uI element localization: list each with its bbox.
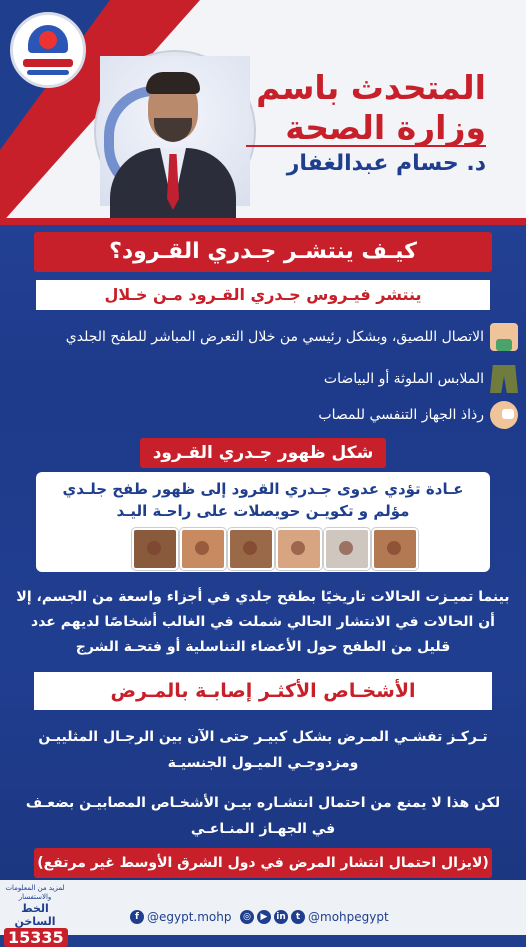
skin-contact-icon (490, 323, 518, 351)
header-red-stripe (0, 218, 526, 225)
section-title-spread: كيـف ينتشـر جـدري القـرود؟ (34, 232, 492, 272)
rash-image-4 (276, 528, 322, 570)
linkedin-icon: in (274, 910, 288, 924)
affected-paragraph: تـركـز تفشـي المـرض بشكل كبيـر حتى الآن بين الرجـال المثلييـن ومزدوجـي الميـول الجنسيـة (38, 729, 488, 771)
section-title-appearance: شكل ظهور جـدري القـرود (140, 438, 386, 468)
history-paragraph: بينما تميـزت الحالات تاريخيًا بطفح جلدي في أجزاء واسعة من الجسم، إلا أن الحالات في الانتشار الحالي شملت في الغالب أشخاصًا لديهم عدد قليل من الطفح حول الأعضاء التناسلية أو فتحـة الشرج (16, 589, 510, 655)
hotline-number[interactable]: 15335 (4, 928, 68, 947)
appearance-text: عـادة تؤدي عدوى جـدري القرود إلى ظهور طفح جلـدي مؤلم و تكويـن حويصلات على راحـة اليـد (62, 480, 464, 520)
section-title-most-affected: الأشخـاص الأكثـر إصابـة بالمـرض (34, 672, 492, 710)
hotline: لمزيد من المعلومات والاستفسار الخط الساخن 15335 (4, 884, 66, 932)
social-links[interactable]: ◎ ▶ in t @mohpegypt (240, 908, 389, 926)
immunity-paragraph: لكن هذا لا يمنع من احتمال انتشـاره بيـن الأشخـاص المصابيـن بضعـف في الجهـاز المنـاعـي (25, 795, 501, 837)
twitter-icon: t (291, 910, 305, 924)
list-item: رذاذ الجهاز التنفسي للمصاب (8, 400, 518, 430)
section-subtitle-spread: ينتشر فيـروس جـدري القـرود مـن خـلال (36, 280, 490, 310)
rash-image-5 (324, 528, 370, 570)
spokesperson-name: د. حسام عبدالغفار (246, 145, 486, 176)
rash-image-3 (228, 528, 274, 570)
list-item: الاتصال اللصيق، وبشكل رئيسي من خلال التعرض المباشر للطفح الجلدي (8, 322, 518, 352)
ministry-logo-icon (10, 12, 86, 88)
spokesperson-photo (96, 52, 254, 210)
list-item: الملابس الملوثة أو البياضات (8, 364, 518, 394)
facebook-link[interactable]: f @egypt.mohp (130, 908, 232, 926)
header (0, 0, 526, 225)
risk-note: (لايزال احتمال انتشار المرض في دول الشرق الأوسط غير مرتفع) (34, 848, 492, 878)
clothes-icon (490, 365, 518, 393)
rash-image-6 (372, 528, 418, 570)
youtube-icon: ▶ (257, 910, 271, 924)
facebook-icon: f (130, 910, 144, 924)
instagram-icon: ◎ (240, 910, 254, 924)
rash-image-1 (132, 528, 178, 570)
page-title: المتحدث باسم وزارة الصحة (256, 68, 486, 147)
sneeze-icon (490, 401, 518, 429)
rash-image-2 (180, 528, 226, 570)
